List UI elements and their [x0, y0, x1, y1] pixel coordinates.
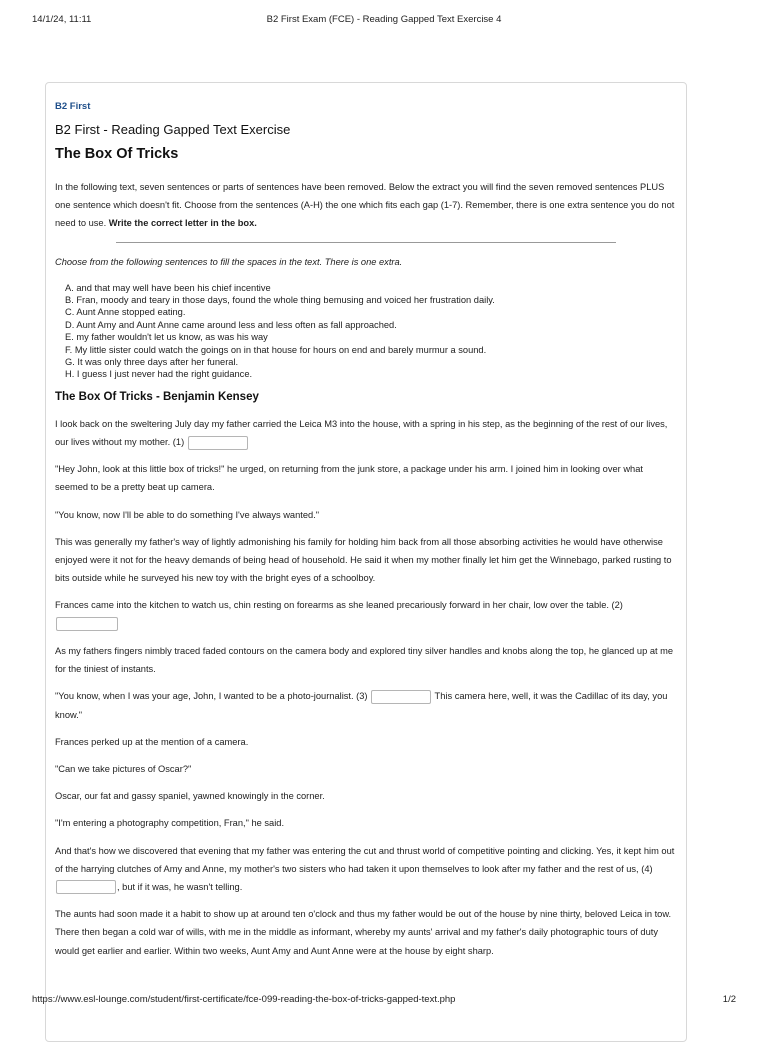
page-url: https://www.esl-lounge.com/student/first-certificate/fce-099-reading-the-box-of-tricks-gapped-text.php	[32, 994, 456, 1005]
story-paragraph: As my fathers fingers nimbly traced faded contours on the camera body and explored tiny silver handles and knobs along the top, he glanced up at me for the tiniest of instants.	[55, 645, 674, 675]
story-paragraph: Frances perked up at the mention of a camera.	[55, 736, 249, 747]
option-e: E. my father wouldn't let us know, as was his way	[65, 332, 268, 343]
story-text: I look back on the sweltering July day my father carried the Leica M3 into the house, with a spring in his step, as the beginning of the rest of our lives, our lives without my mother. (1)	[55, 418, 668, 448]
story-text: Frances came into the kitchen to watch us, chin resting on forearms as she leaned precariously forward in her chair, low over the table. (2)	[55, 600, 623, 611]
intro-bold: Write the correct letter in the box.	[108, 218, 257, 229]
option-a: A. and that may well have been his chief incentive	[65, 282, 271, 293]
story-paragraph	[55, 842, 676, 897]
option-g: G. It was only three days after her funeral.	[65, 357, 239, 368]
option-d: D. Aunt Amy and Aunt Anne came around less and less often as fall approached.	[65, 319, 397, 330]
option-b: B. Fran, moody and teary in those days, found the whole thing bemusing and voiced her frustration daily.	[65, 295, 495, 306]
gap-1-input[interactable]	[188, 436, 248, 450]
exercise-subtitle: B2 First - Reading Gapped Text Exercise	[55, 122, 291, 137]
options-list	[55, 282, 676, 381]
story-paragraph	[55, 687, 676, 723]
story-paragraph	[55, 596, 676, 632]
story-title: The Box Of Tricks - Benjamin Kensey	[55, 390, 259, 403]
option-h: H. I guess I just never had the right guidance.	[65, 369, 253, 380]
print-title: B2 First Exam (FCE) - Reading Gapped Text Exercise 4	[266, 14, 502, 25]
story-paragraph: Oscar, our fat and gassy spaniel, yawned knowingly in the corner.	[55, 791, 325, 802]
story-paragraph: "I'm entering a photography competition, Fran," he said.	[55, 818, 285, 829]
page-title: The Box Of Tricks	[55, 146, 179, 162]
story-text: This camera here, well, it was the Cadillac of its day, you know."	[55, 691, 668, 720]
gap-3-input[interactable]	[371, 690, 431, 704]
gap-4-input[interactable]	[56, 880, 116, 894]
divider	[116, 242, 616, 243]
story-text: , but if it was, he wasn't telling.	[117, 881, 243, 892]
print-date: 14/1/24, 11:11	[32, 14, 92, 25]
options-instructions: Choose from the following sentences to fill the spaces in the text. There is one extra.	[55, 256, 403, 267]
story-paragraph: "You know, now I'll be able to do something I've always wanted."	[55, 509, 320, 520]
story-paragraph: This was generally my father's way of lightly admonishing his family for holding him back from all those absorbing activities he would have otherwise enjoyed were it not for the heavy demands of being head of household. He said it when my mother finally let him get the Winnebago, parked rusting to bits outside while he surveyed his new toy with the bright eyes of a schoolboy.	[55, 536, 672, 584]
story-text: "You know, when I was your age, John, I wanted to be a photo-journalist. (3)	[55, 691, 368, 702]
content-card	[45, 82, 687, 1042]
story-paragraph: "Hey John, look at this little box of tricks!" he urged, on returning from the junk store, a package under his arm. I joined him in looking over what seemed to be a pretty beat up camera.	[55, 464, 643, 493]
story-paragraph: "Can we take pictures of Oscar?"	[55, 763, 192, 774]
breadcrumb-link[interactable]: B2 First	[55, 101, 91, 112]
intro-paragraph	[55, 178, 676, 233]
print-header	[32, 14, 736, 28]
option-f: F. My little sister could watch the goings on in that house for hours on end and barely murmur a sound.	[65, 344, 487, 355]
option-c: C. Aunt Anne stopped eating.	[65, 307, 186, 318]
story-paragraph: The aunts had soon made it a habit to show up at around ten o'clock and thus my father would be out of the house by nine thirty, beloved Leica in tow. There then began a cold war of wills, with me in the middle as informant, whereby my aunts' arrival and my father's daily photographic tours of duty would get earlier and earlier. Within two weeks, Aunt Amy and Aunt Anne were at the house by eight sharp.	[55, 909, 672, 956]
print-footer	[32, 994, 736, 1008]
story-text: And that's how we discovered that evening that my father was entering the cut and thrust world of competitive pointing and clicking. Yes, it kept him out of the harrying clutches of Amy and Anne, my mother's two sisters who had taken it upon themselves to look after my father and the rest of us, (4)	[55, 845, 675, 874]
story-paragraph	[55, 415, 676, 451]
gap-2-input[interactable]	[56, 617, 118, 631]
page-number: 1/2	[722, 994, 736, 1005]
intro-text: In the following text, seven sentences or parts of sentences have been removed. Below the extract you will find the seven removed sentences PLUS one sentence which doesn't fit. Choose from the sentences (A-H) the one which fits each gap (1-7). Remember, there is one extra sentence you do not need to use.	[55, 182, 675, 229]
